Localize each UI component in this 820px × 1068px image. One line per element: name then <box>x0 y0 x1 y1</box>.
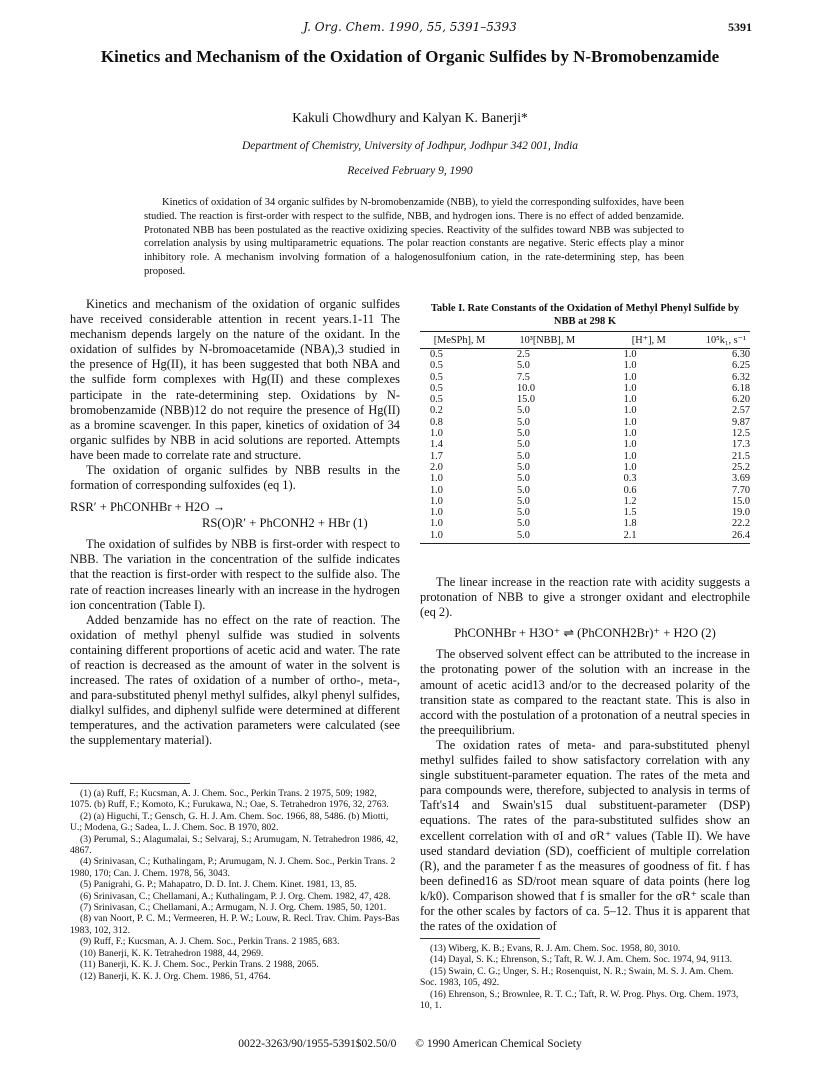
equation-line: RS(O)R′ + PhCONH2 + HBr (1) <box>202 516 368 531</box>
table-cell: 3.69 <box>731 473 750 485</box>
table-cell: 1.0 <box>623 428 637 440</box>
abstract: Kinetics of oxidation of 34 organic sulfides by N-bromobenzamide (NBB), to yield the corresponding sulfoxides, have been studied. The reaction is first-order with respect to the sulfide, NBB, and hydrogen ions. There is no effect of added benzamide. Protonated NBB has been postulated as the reactive oxidizing species. Reactivity of the sulfides toward NBB was subjected to correlation analysis by using multiparametric equations. The polar reaction constants are negative. Steric effects play a minor inhibitory role. A mechanism involving formation of a halogenosulfonium cation, in the rate-determining step, has been proposed. <box>144 197 684 277</box>
equation-line: RSR′ + PhCONHBr + H2O → <box>70 500 226 515</box>
table-cell: 2.57 <box>731 405 750 417</box>
table-cell: 22.2 <box>731 518 750 530</box>
table-cell: 1.0 <box>623 394 637 406</box>
footnote: (1) (a) Ruff, F.; Kucsman, A. J. Chem. Soc., Perkin Trans. 2 1975, 509; 1982, 1075. (b) Ruff, F.; Komoto, K.; Furukawa, N.; Oae, S. Tetrahedron 1976, 32, 2763. <box>70 788 389 811</box>
footnote: (12) Banerji, K. K. J. Org. Chem. 1986, 51, 4764. <box>80 970 271 982</box>
table-row <box>420 439 750 450</box>
running-header <box>68 20 752 40</box>
table-row <box>420 473 750 484</box>
footnote-rule <box>70 783 190 784</box>
table-cell: 15.0 <box>731 495 750 507</box>
table-cell: 5.0 <box>499 530 596 544</box>
table-cell: 0.3 <box>623 473 637 485</box>
table-cell: 5.0 <box>516 360 530 372</box>
table-cell: 5.0 <box>516 484 530 496</box>
page-footer <box>0 1038 820 1050</box>
footnote: (10) Banerji, K. K. Tetrahedron 1988, 44, 2969. <box>80 947 264 959</box>
table-cell: 0.5 <box>430 360 443 372</box>
table-cell: 1.0 <box>623 349 637 360</box>
column-header: [H⁺], M <box>596 332 702 349</box>
table-cell: 5.0 <box>516 518 530 530</box>
table-cell: 10.0 <box>516 382 536 394</box>
table-cell: 5.0 <box>516 416 530 428</box>
footnote: (8) van Noort, P. C. M.; Vermeeren, H. P. W.; Louw, R. Recl. Trav. Chim. Pays-Bas 1983, 102, 312. <box>70 913 400 936</box>
footnote: (7) Srinivasan, C.; Chellamani, A.; Armugam, N. J. Org. Chem. 1985, 50, 1201. <box>80 902 387 914</box>
table-row <box>420 530 750 544</box>
paragraph: The oxidation rates of meta- and para-substituted phenyl methyl sulfides failed to show satisfactory correlation with any single substituent-parameter equation. The rates of the meta and para compounds were, therefore, subjected to analysis in terms of Taft's14 and Swain's15 dual substituent-parameter (DSP) equations. The rates of the para-substituted sulfides show an excellent correlation with σI and σR⁺ values (Table II). We have used standard deviation (SD), coefficient of multiple correlation (R), and the parameter f as the measures of goodness of fit. f has been defined16 as SD/root mean square of data points (here log k/k0). Comparison showed that f is smaller for the σR⁺ scale than for the other scales by factors of ca. 5–12. Thus it is apparent that the rates of the oxidation of <box>420 737 750 934</box>
table-cell: 0.2 <box>430 405 443 417</box>
table-cell: 5.0 <box>516 495 530 507</box>
table-cell: 5.0 <box>516 507 530 519</box>
table-row <box>420 372 750 383</box>
paragraph: The linear increase in the reaction rate with acidity suggests a protonation of NBB to give a stronger oxidant and electrophile (eq 2). <box>420 575 750 620</box>
table-cell: 1.7 <box>430 450 443 462</box>
article-code: 0022-3263/90/1955-5391$02.50/0 <box>238 1038 397 1050</box>
table-cell: 21.5 <box>731 450 750 462</box>
table-cell: 2.5 <box>516 349 530 360</box>
table-cell: 6.18 <box>731 382 750 394</box>
table-cell: 19.0 <box>731 507 750 519</box>
table-cell: 9.87 <box>731 416 750 428</box>
table-row <box>420 360 750 371</box>
table-cell: 7.5 <box>516 371 530 383</box>
table-row <box>420 383 750 394</box>
table-cell: 5.0 <box>516 428 530 440</box>
table-cell: 5.0 <box>516 405 530 417</box>
footnotes-right <box>420 938 750 1011</box>
table-cell: 6.30 <box>731 349 750 360</box>
column-header: [MeSPh], M <box>420 332 499 349</box>
copyright: © 1990 American Chemical Society <box>415 1038 582 1050</box>
table-row <box>420 417 750 428</box>
table-row <box>420 518 750 529</box>
footnote: (14) Dayal, S. K.; Ehrenson, S.; Taft, R. W. J. Am. Chem. Soc. 1974, 94, 9113. <box>430 954 733 966</box>
table-cell: 1.0 <box>623 360 637 372</box>
footnote: (3) Perumal, S.; Alagumalai, S.; Selvaraj, S.; Arumugam, N. Tetrahedron 1986, 42, 4867. <box>70 833 399 857</box>
table-caption: Table I. Rate Constants of the Oxidation of Methyl Phenyl Sulfide by NBB at 298 K <box>430 303 740 327</box>
table-cell: 1.0 <box>623 416 637 428</box>
footnote: (4) Srinivasan, C.; Kuthalingam, P.; Arumugam, N. J. Chem. Soc., Perkin Trans. 2 1980, 170; Can. J. Chem. 1978, 56, 3043. <box>70 856 396 879</box>
footnote: (6) Srinivasan, C.; Chellamani, A.; Kuthalingam, P. J. Org. Chem. 1982, 47, 428. <box>80 890 391 902</box>
table-cell: 1.0 <box>430 495 443 507</box>
table-cell: 1.0 <box>623 450 637 462</box>
table-cell: 1.0 <box>623 461 637 473</box>
table-cell: 1.0 <box>623 439 637 451</box>
table-cell: 0.5 <box>430 371 443 383</box>
table-cell: 25.2 <box>731 461 750 473</box>
table-cell: 1.5 <box>623 507 637 519</box>
table-row <box>420 462 750 473</box>
table-cell: 12.5 <box>731 428 750 440</box>
equation-2: PhCONHBr + H3O⁺ ⇌ (PhCONH2Br)⁺ + H2O (2) <box>454 626 716 641</box>
paragraph: The oxidation of sulfides by NBB is first-order with respect to NBB. The variation in the concentration of the sulfide indicates that the reaction is first-order with respect to the sulfide also. The rate of reaction increases linearly with an increase in the hydrogen ion concentration (Table I). <box>70 537 400 612</box>
table-cell: 2.1 <box>596 530 702 544</box>
table-cell: 0.6 <box>623 484 637 496</box>
left-column <box>70 297 400 749</box>
footnote: (11) Banerji, K. K. J. Chem. Soc., Perkin Trans. 2 1988, 2065. <box>80 959 319 971</box>
table-cell: 15.0 <box>516 394 536 406</box>
table-cell: 5.0 <box>516 473 530 485</box>
table-cell: 0.5 <box>430 382 443 394</box>
footnote-rule <box>420 938 540 939</box>
table-cell: 1.0 <box>420 530 499 544</box>
table-cell: 1.0 <box>430 507 443 519</box>
table-cell: 1.0 <box>623 382 637 394</box>
table-cell: 1.0 <box>430 428 443 440</box>
right-column <box>420 575 750 934</box>
footnote: (2) (a) Higuchi, T.; Gensch, G. H. J. Am. Chem. Soc. 1966, 88, 5486. (b) Miotti, U.; Modena, G.; Sadea, L. J. Chem. Soc. B 1970, 802. <box>70 810 389 834</box>
column-header: 10⁵k₁, s⁻¹ <box>702 332 750 349</box>
page-number: 5391 <box>728 20 752 34</box>
affiliation: Department of Chemistry, University of Jodhpur, Jodhpur 342 001, India <box>241 140 579 152</box>
footnote: (5) Panigrahi, G. P.; Mahapatro, D. D. Int. J. Chem. Kinet. 1981, 13, 85. <box>80 879 357 891</box>
footnotes-left <box>70 783 400 982</box>
table-1 <box>420 303 750 544</box>
equation-1 <box>70 499 400 531</box>
table-cell: 6.20 <box>731 394 750 406</box>
table-cell: 0.5 <box>430 394 443 406</box>
table-row <box>420 485 750 496</box>
table-cell: 1.0 <box>430 473 443 485</box>
table-row <box>420 349 750 361</box>
table-cell: 2.0 <box>430 461 443 473</box>
paragraph: The observed solvent effect can be attributed to the increase in the protonating power of the solution with an increase in the amount of acetic acid13 and/or to the decreased polarity of the transition state as compared to the reactant state. This is also in accord with the postulation of a protonation of a neutral species in the preequilibrium. <box>420 647 750 737</box>
table-cell: 6.25 <box>731 360 750 372</box>
footnote: (9) Ruff, F.; Kucsman, A. J. Chem. Soc., Perkin Trans. 2 1985, 683. <box>80 936 340 948</box>
received-date: Received February 9, 1990 <box>347 165 473 177</box>
table-cell: 5.0 <box>516 461 530 473</box>
journal-citation: J. Org. Chem. 1990, 55, 5391–5393 <box>303 20 517 34</box>
table-cell: 7.70 <box>731 484 750 496</box>
table-cell: 1.0 <box>430 518 443 530</box>
table-cell: 1.0 <box>623 405 637 417</box>
table-cell: 1.0 <box>430 484 443 496</box>
table-cell: 1.4 <box>430 439 443 451</box>
table-row <box>420 496 750 507</box>
table-cell: 6.32 <box>731 371 750 383</box>
table-cell: 5.0 <box>516 439 530 451</box>
article-title: Kinetics and Mechanism of the Oxidation of Organic Sulfides by N-Bromobenzamide <box>100 47 720 66</box>
table-cell: 17.3 <box>731 439 750 451</box>
footnote: (13) Wiberg, K. B.; Evans, R. J. Am. Chem. Soc. 1958, 80, 3010. <box>430 943 681 954</box>
table-row <box>420 507 750 518</box>
paragraph: Added benzamide has no effect on the rate of reaction. The oxidation of methyl phenyl sulfide was studied in solvents containing different proportions of acetic acid and water. The rate of reaction is decreased as the amount of water in the solvent is increased. The rates of oxidation of a number of ortho-, meta-, and para-substituted phenyl methyl sulfides, alkyl phenyl sulfides, dialkyl sulfides, and diphenyl sulfide were determined at different temperatures, and the activation parameters were calculated (see the supplementary material). <box>70 612 400 748</box>
rate-constants-table <box>420 331 750 544</box>
table-row <box>420 405 750 416</box>
table-cell: 1.2 <box>623 495 637 507</box>
footnote: (15) Swain, C. G.; Unger, S. H.; Rosenquist, N. R.; Swain, M. S. J. Am. Chem. Soc. 1983, 105, 492. <box>420 965 734 989</box>
table-cell: 1.8 <box>623 518 637 530</box>
table-cell: 0.8 <box>430 416 443 428</box>
table-cell: 26.4 <box>702 530 750 544</box>
table-row <box>420 451 750 462</box>
authors: Kakuli Chowdhury and Kalyan K. Banerji* <box>292 110 528 125</box>
table-cell: 1.0 <box>623 371 637 383</box>
table-cell: 5.0 <box>516 450 530 462</box>
column-header: 10³[NBB], M <box>499 332 596 349</box>
paragraph: Kinetics and mechanism of the oxidation of organic sulfides have received considerable attention in recent years.1-11 The mechanism depends largely on the nature of the oxidant. In the oxidation of sulfides by N-bromoacetamide (NBA),3 studied in the presence of Hg(II), it has been suggested that both NBA and the sulfide form complexes with Hg(II) and these complexes participate in the rate-determining step. Oxidations by N-bromobenzamide (NBB)12 do not require the presence of Hg(II) as a bromine scavenger. In this paper, kinetics of oxidation of 34 organic sulfides by NBB in acid solutions are reported. Attempts have been made to correlate rate and structure. <box>70 297 400 462</box>
paragraph: The oxidation of organic sulfides by NBB results in the formation of corresponding sulfoxides (eq 1). <box>70 463 400 493</box>
table-row <box>420 428 750 439</box>
table-cell: 0.5 <box>430 349 443 360</box>
footnote: (16) Ehrenson, S.; Brownlee, R. T. C.; Taft, R. W. Prog. Phys. Org. Chem. 1973, 10, 1. <box>420 988 739 1012</box>
table-row <box>420 394 750 405</box>
